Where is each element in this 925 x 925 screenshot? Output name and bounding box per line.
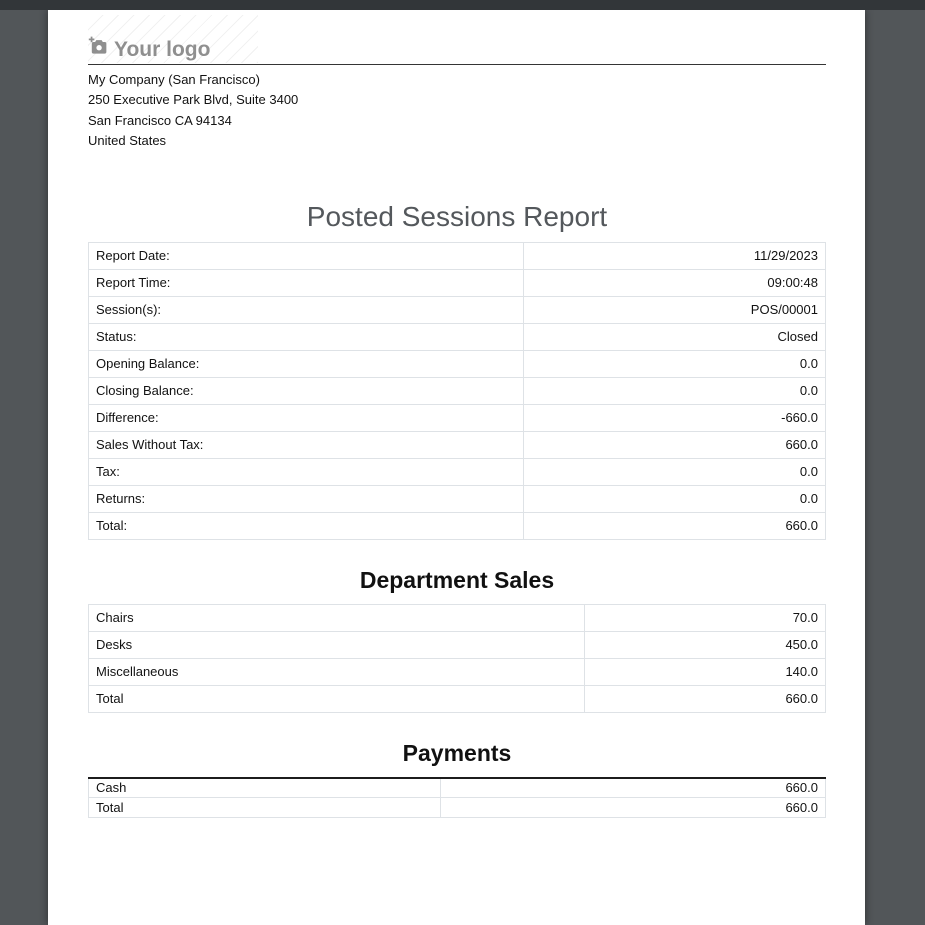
payments-heading: Payments	[402, 739, 512, 766]
address-line-country: United States	[88, 133, 167, 149]
summary-value: 660.0	[523, 431, 825, 458]
table-row	[89, 798, 826, 818]
summary-label: Tax:	[89, 458, 524, 485]
table-row	[89, 512, 826, 539]
payment-label: Cash	[89, 778, 441, 798]
payment-value: 660.0	[441, 798, 826, 818]
department-label: Chairs	[89, 604, 585, 631]
table-row	[89, 685, 826, 712]
summary-label: Closing Balance:	[89, 377, 524, 404]
summary-label: Status:	[89, 323, 524, 350]
summary-label: Report Time:	[89, 269, 524, 296]
table-row	[89, 269, 826, 296]
table-row	[89, 485, 826, 512]
department-value: 450.0	[585, 631, 826, 658]
payments-table	[88, 777, 826, 819]
summary-label: Session(s):	[89, 296, 524, 323]
report-page	[48, 10, 865, 925]
camera-icon	[88, 36, 107, 60]
address-line-company: My Company (San Francisco)	[88, 72, 260, 87]
summary-value: 0.0	[523, 377, 825, 404]
table-row	[89, 604, 826, 631]
table-row	[89, 458, 826, 485]
summary-label: Report Date:	[89, 242, 524, 269]
table-row	[89, 431, 826, 458]
department-value: 660.0	[585, 685, 826, 712]
table-row	[89, 631, 826, 658]
department-value: 70.0	[585, 604, 826, 631]
summary-label: Difference:	[89, 404, 524, 431]
logo-text: Your logo	[114, 38, 211, 61]
address-line-street: 250 Executive Park Blvd, Suite 3400	[88, 92, 299, 108]
department-label: Total	[89, 685, 585, 712]
summary-value: -660.0	[523, 404, 825, 431]
summary-value: 0.0	[523, 350, 825, 377]
company-address	[88, 70, 826, 152]
payment-value: 660.0	[441, 778, 826, 798]
summary-value: 0.0	[523, 485, 825, 512]
table-row	[89, 350, 826, 377]
summary-label: Sales Without Tax:	[89, 431, 524, 458]
summary-value: POS/00001	[523, 296, 825, 323]
department-label: Miscellaneous	[89, 658, 585, 685]
table-row	[89, 296, 826, 323]
summary-label: Opening Balance:	[89, 350, 524, 377]
summary-value: Closed	[523, 323, 825, 350]
table-row	[89, 323, 826, 350]
department-sales-table	[88, 604, 826, 713]
department-label: Desks	[89, 631, 585, 658]
header-divider	[88, 64, 826, 65]
report-title: Posted Sessions Report	[306, 200, 608, 232]
session-summary-table	[88, 242, 826, 540]
department-value: 140.0	[585, 658, 826, 685]
summary-value: 660.0	[523, 512, 825, 539]
payment-label: Total	[89, 798, 441, 818]
summary-value: 09:00:48	[523, 269, 825, 296]
address-line-city: San Francisco CA 94134	[88, 112, 232, 128]
table-row	[89, 377, 826, 404]
summary-label: Total:	[89, 512, 524, 539]
company-logo-placeholder	[88, 15, 258, 63]
summary-value: 0.0	[523, 458, 825, 485]
table-row	[89, 242, 826, 269]
summary-value: 11/29/2023	[523, 242, 825, 269]
department-sales-heading: Department Sales	[359, 566, 555, 593]
summary-label: Returns:	[89, 485, 524, 512]
table-row	[89, 778, 826, 798]
table-row	[89, 404, 826, 431]
viewer-toolbar-strip	[0, 0, 925, 10]
table-row	[89, 658, 826, 685]
